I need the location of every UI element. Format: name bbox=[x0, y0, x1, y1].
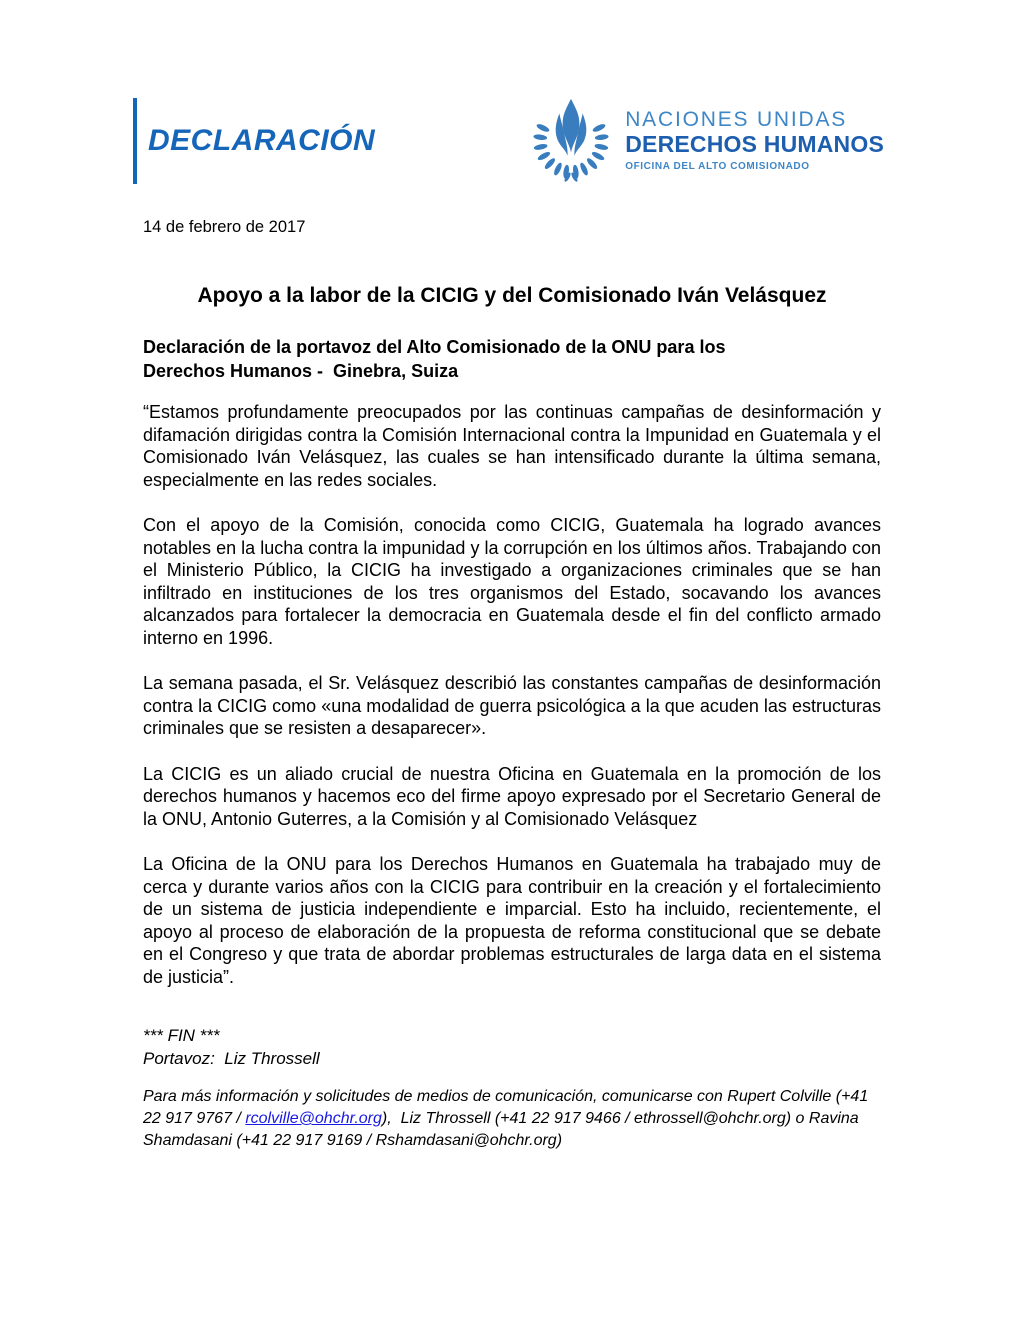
end-marker: *** FIN *** bbox=[143, 1026, 220, 1045]
body-paragraph-1: “Estamos profundamente preocupados por las continuas campañas de desinformación y difamación dirigidas contra la Comisión Internacional contra la Impunidad en Guatemala y el Comisionado Iván Velásquez, las cuales se han intensificado durante la última semana, especialmente en las redes sociales. bbox=[143, 402, 881, 490]
contact-text-before-link: Para más información y solicitudes de medios de comunicación, comunicarse con Rupert Colville (+41 22 917 9767 / bbox=[143, 1088, 873, 1127]
body-paragraph-4: La CICIG es un aliado crucial de nuestra Oficina en Guatemala en la promoción de los derechos humanos y hacemos eco del firme apoyo expresado por el Secretario General de la ONU, Antonio Guterres, a la Comisión y al Comisionado Velásquez bbox=[143, 763, 881, 829]
ohchr-logo bbox=[528, 96, 884, 186]
document-type-label: DECLARACIÓN bbox=[148, 124, 376, 157]
document-title: Apoyo a la labor de la CICIG y del Comisionado Iván Velásquez bbox=[197, 284, 827, 307]
media-contact-paragraph bbox=[143, 1086, 881, 1152]
logo-text-block bbox=[625, 108, 884, 174]
body-paragraph-3: La semana pasada, el Sr. Velásquez describió las constantes campañas de desinformación contra la CICIG como «una modalidad de guerra psicológica a la que acuden las estructuras criminales que se resisten a desaparecer». bbox=[143, 673, 881, 738]
logo-office-label: OFICINA DEL ALTO COMISIONADO bbox=[625, 161, 810, 172]
closing-block bbox=[143, 1024, 881, 1070]
subtitle-line-2: Derechos Humanos - Ginebra, Suiza bbox=[143, 361, 459, 381]
document-date: 14 de febrero de 2017 bbox=[143, 218, 306, 236]
contact-text-after-link: ), Liz Throssell (+41 22 917 9466 / ethrossell@ohchr.org) o Ravina Shamdasani (+41 22 917 9169 / Rshamdasani@ohchr.org) bbox=[143, 1110, 864, 1149]
body-paragraph-5: La Oficina de la ONU para los Derechos Humanos en Guatemala ha trabajado muy de cerca y durante varios años con la CICIG para contribuir en la creación y el fortalecimiento de un sistema de justicia independiente e imparcial. Esto ha incluido, recientemente, el apoyo al proceso de elaboración de la propuesta de reforma constitucional que se debate en el Congreso y que trata de abordar problemas estructurales de larga data en el sistema de justicia”. bbox=[143, 854, 881, 987]
kicker-block bbox=[133, 98, 375, 184]
document-header bbox=[133, 96, 884, 186]
body-paragraph-2: Con el apoyo de la Comisión, conocida como CICIG, Guatemala ha logrado avances notables en la lucha contra la impunidad y la corrupción en los últimos años. Trabajando con el Ministerio Público, la CICIG ha investigado a organizaciones criminales que se han infiltrado en instituciones de los tres organismos del Estado, socavando los avances alcanzados para fortalecer la democracia en Guatemala desde el fin del conflicto armado interno en 1996. bbox=[143, 515, 881, 648]
document-subtitle bbox=[143, 335, 881, 383]
subtitle-line-1: Declaración de la portavoz del Alto Comisionado de la ONU para los bbox=[143, 337, 726, 357]
logo-program-name: DERECHOS HUMANOS bbox=[625, 131, 884, 157]
logo-org-name: NACIONES UNIDAS bbox=[625, 108, 848, 131]
email-link[interactable]: rcolville@ohchr.org bbox=[245, 1110, 382, 1127]
spokesperson-line: Portavoz: Liz Throssell bbox=[143, 1049, 320, 1068]
un-wreath-flame-icon bbox=[528, 96, 614, 186]
